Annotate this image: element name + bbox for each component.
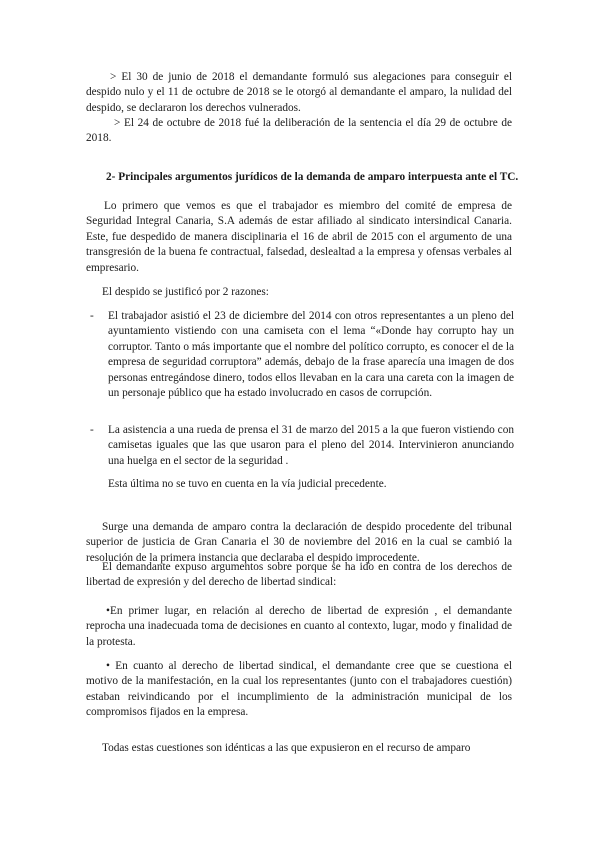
paragraph-alegaciones	[86, 70, 512, 116]
paragraph-razones-text: El despido se justificó por 2 razones:	[102, 286, 269, 298]
paragraph-cuestiones	[86, 741, 512, 756]
paragraph-razones	[86, 285, 512, 300]
paragraph-argumentos	[86, 560, 512, 591]
paragraph-libertad-expresion	[86, 604, 512, 650]
paragraph-deliberacion	[86, 116, 512, 147]
list-marker-2: -	[90, 424, 94, 436]
paragraph-argumentos-text: El demandante expuso argumentos sobre porque se ha ido en contra de los derechos de libertad de expresión y del derecho de libertad sindical:	[86, 561, 512, 589]
paragraph-trabajador	[86, 199, 512, 276]
paragraph-libertad-sindical-text: • En cuanto al derecho de libertad sindical, el demandante cree que se cuestiona el motivo de la manifestación, en la cual los representantes (junto con el trabajadores cuestión) estaban reivindicando por el incumplimiento de la administración municipal de los compromisos fijados en la empresa.	[86, 660, 512, 719]
paragraph-demanda-amparo-text: Surge una demanda de amparo contra la declaración de despido procedente del tribunal superior de justicia de Gran Canaria el 30 de noviembre del 2016 en la cual se cambió la resolución de la primera instancia que declaraba el despido improcedente.	[86, 521, 512, 564]
list-marker-1: -	[90, 310, 94, 322]
paragraph-libertad-sindical	[86, 659, 512, 721]
section-heading: 2- Principales argumentos jurídicos de la demanda de amparo interpuesta ante el TC.	[106, 171, 519, 183]
paragraph-ultima: Esta última no se tuvo en cuenta en la vía judicial precedente.	[108, 478, 387, 490]
paragraph-trabajador-text: Lo primero que vemos es que el trabajador es miembro del comité de empresa de Seguridad Integral Canaria, S.A además de estar afiliado al sindicato intersindical Canaria. Este, fue despedido de manera disciplinaria el 16 de abril de 2015 con el argumento de una transgresión de la buena fe contractual, falsedad, deslealtad a la empresa y ofensas verbales al empresario.	[86, 200, 512, 274]
list-item-1: El trabajador asistió el 23 de diciembre del 2014 con otros representantes a un pleno del ayuntamiento vistiendo con una camiseta con el lema “«Donde hay corrupto hay un corruptor. Tanto o más importante que el nombre del político corrupto, es conocer el de la empresa de seguridad corruptora” además, debajo de la frase aparecía una imagen de dos personas entregándose dinero, todos ellos llevaban en la cara una careta con la imagen de un personaje público que ha estado involucrado en casos de corrupción.	[108, 310, 514, 400]
paragraph-deliberacion-text: > El 24 de octubre de 2018 fué la deliberación de la sentencia el día 29 de octubre de 2018.	[86, 117, 512, 145]
paragraph-cuestiones-text: Todas estas cuestiones son idénticas a las que expusieron en el recurso de amparo	[102, 742, 471, 754]
paragraph-libertad-expresion-text: •En primer lugar, en relación al derecho de libertad de expresión , el demandante reprocha una inadecuada toma de decisiones en cuanto al contexto, lugar, modo y finalidad de la protesta.	[86, 605, 512, 648]
paragraph-alegaciones-text: > El 30 de junio de 2018 el demandante formuló sus alegaciones para conseguir el despido nulo y el 11 de octubre de 2018 se le otorgó al demandante el amparo, la nulidad del despido, se declararon los derechos vulnerados.	[86, 71, 512, 114]
list-item-2: La asistencia a una rueda de prensa el 31 de marzo del 2015 a la que fueron vistiendo con camisetas iguales que las que usaron para el pleno del 2014. Intervinieron anunciando una huelga en el sector de la seguridad .	[108, 424, 514, 467]
